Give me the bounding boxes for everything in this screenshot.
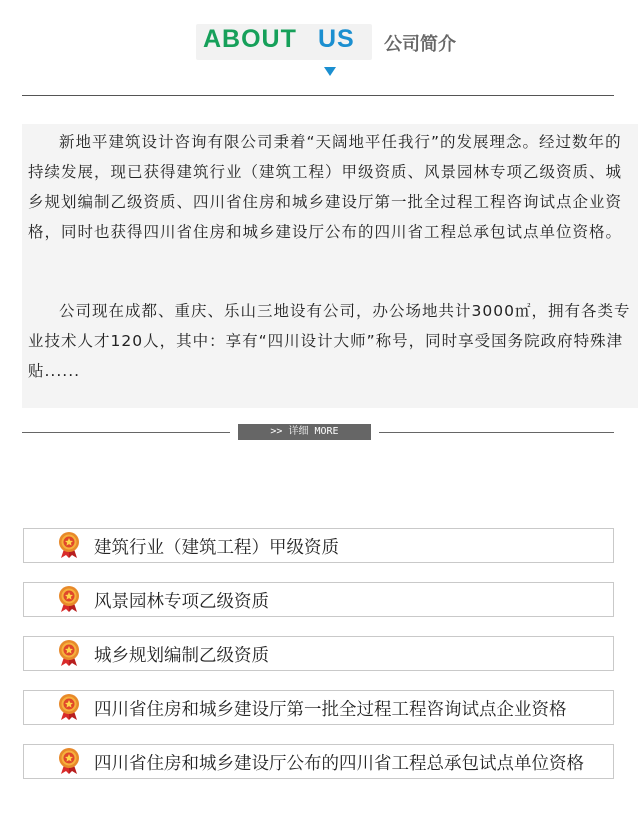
section-header (0, 24, 640, 64)
medal-icon (58, 532, 80, 559)
qualification-item (23, 582, 614, 617)
more-divider-left (22, 432, 230, 433)
more-button[interactable]: >> 详细 MORE (238, 424, 371, 440)
qualification-item (23, 528, 614, 563)
intro-paragraph-2: 公司现在成都、重庆、乐山三地设有公司，办公场地共计3000㎡，拥有各类专业技术人才120人，其中：享有“四川设计大师”称号，同时享受国务院政府特殊津贴...... (28, 302, 631, 380)
more-divider-right (379, 432, 614, 433)
qualification-text: 风景园林专项乙级资质 (94, 592, 269, 612)
intro-paragraph-1: 新地平建筑设计咨询有限公司秉着“天阔地平任我行”的发展理念。经过数年的持续发展，现已获得建筑行业（建筑工程）甲级资质、风景园林专项乙级资质、城乡规划编制乙级资质、四川省住房和城乡建设厅第一批全过程工程咨询试点企业资格，同时也获得四川省住房和城乡建设厅公布的四川省工程总承包试点单位资格。 (28, 133, 623, 241)
medal-icon (58, 640, 80, 667)
qualification-text: 四川省住房和城乡建设厅第一批全过程工程咨询试点企业资格 (94, 700, 567, 720)
qualification-text: 城乡规划编制乙级资质 (94, 646, 269, 666)
title-about: ABOUT (203, 25, 297, 53)
medal-icon (58, 586, 80, 613)
qualification-item (23, 744, 614, 779)
title-us: US (318, 25, 355, 53)
qualification-item (23, 636, 614, 671)
title-chinese: 公司简介 (384, 34, 456, 55)
qualification-text: 四川省住房和城乡建设厅公布的四川省工程总承包试点单位资格 (94, 754, 584, 774)
medal-icon (58, 748, 80, 775)
intro-panel (22, 124, 638, 408)
qualification-item (23, 690, 614, 725)
divider (22, 95, 614, 96)
medal-icon (58, 694, 80, 721)
triangle-down-icon (324, 67, 336, 76)
qualification-text: 建筑行业（建筑工程）甲级资质 (94, 538, 339, 558)
